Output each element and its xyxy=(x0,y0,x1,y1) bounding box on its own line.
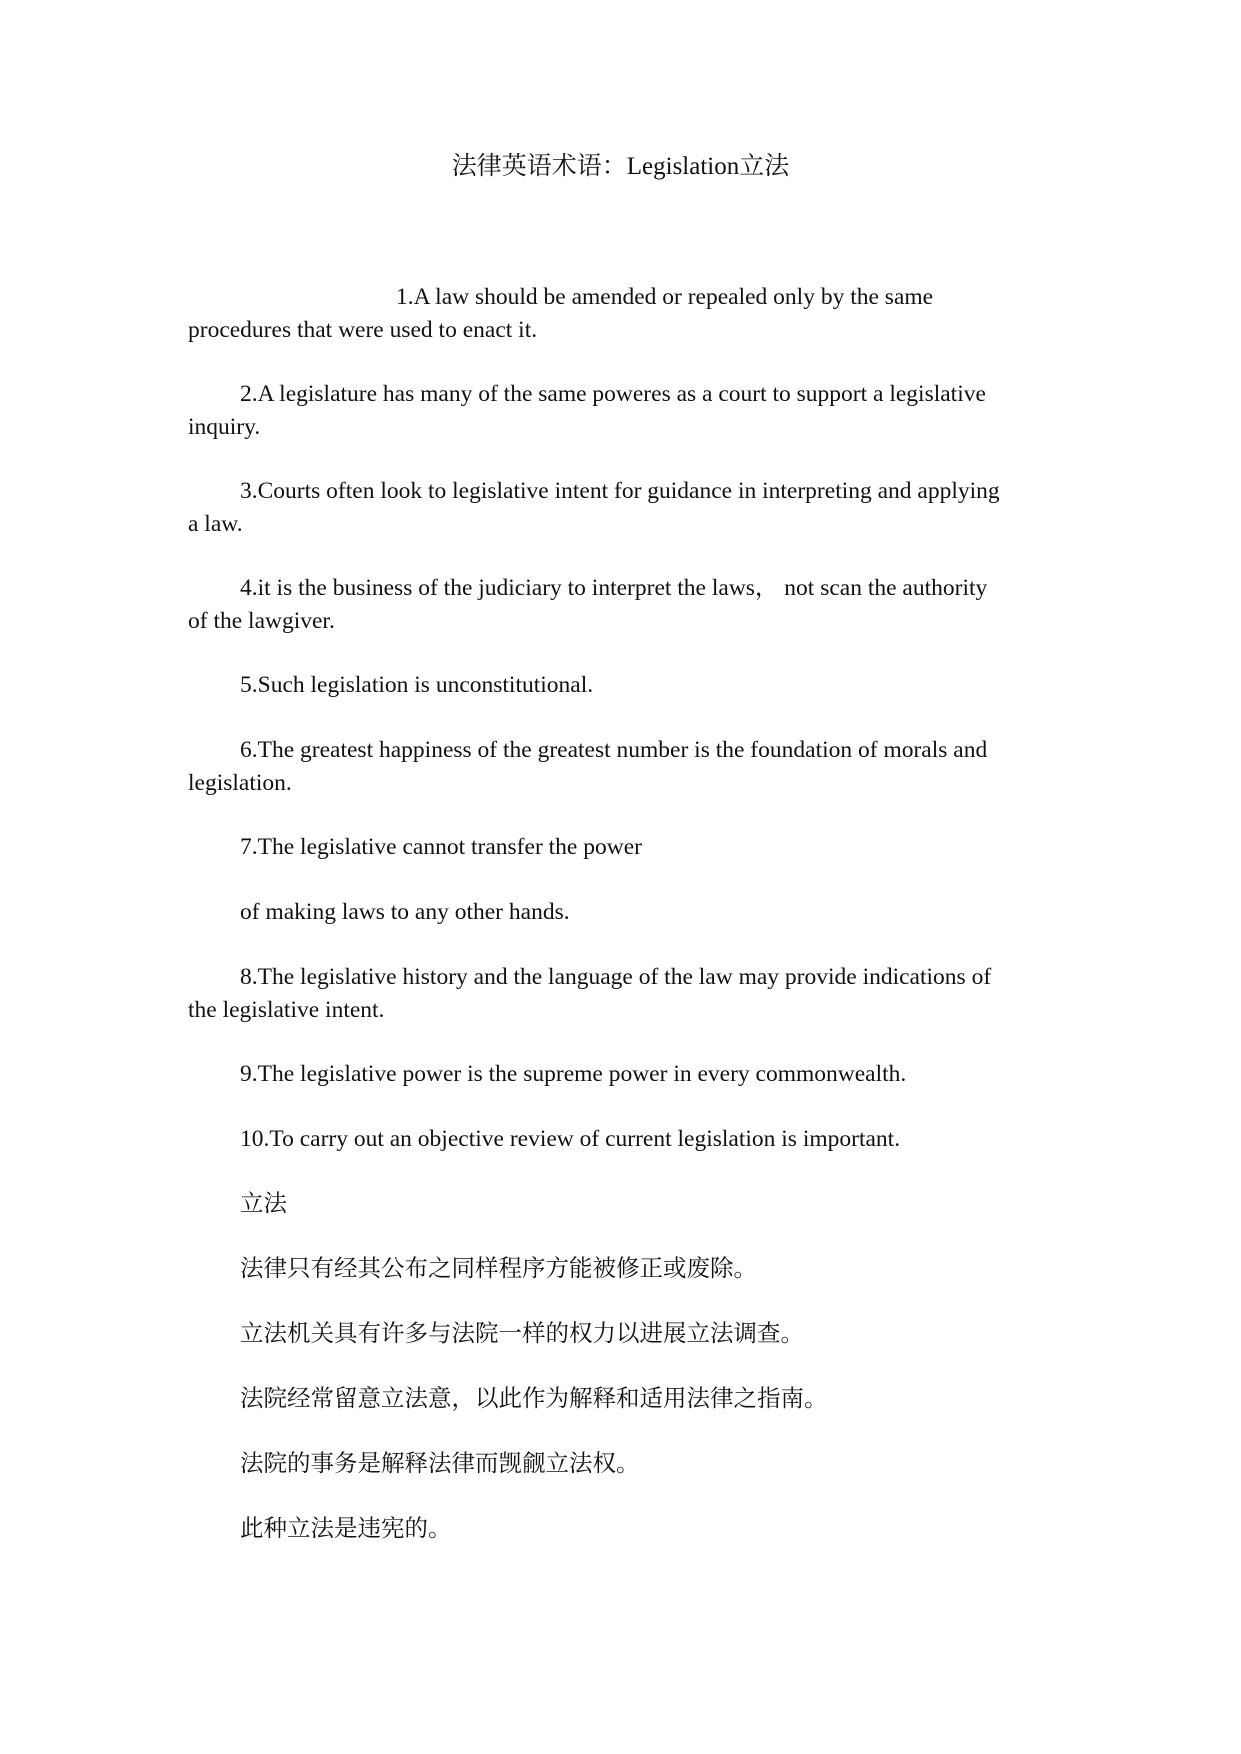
paragraph-line: 法律只有经其公布之同样程序方能被修正或废除。 xyxy=(240,1256,757,1282)
paragraph-line: 立法 xyxy=(240,1191,287,1217)
paragraph-5 xyxy=(188,669,1058,702)
paragraph-13 xyxy=(188,1253,1058,1286)
document-title: 法律英语术语：Legislation立法 xyxy=(451,153,790,180)
paragraph-1 xyxy=(188,281,1058,347)
paragraph-line: 法院的事务是解释法律而觊觎立法权。 xyxy=(240,1451,640,1477)
paragraph-line: 7.The legislative cannot transfer the power xyxy=(240,834,642,860)
paragraph-line: the legislative intent. xyxy=(188,997,385,1023)
paragraph-14 xyxy=(188,1318,1058,1351)
paragraph-line: of making laws to any other hands. xyxy=(240,899,570,925)
paragraph-10 xyxy=(188,1058,1058,1091)
paragraph-line: 此种立法是违宪的。 xyxy=(240,1516,452,1542)
paragraph-line: 5.Such legislation is unconstitutional. xyxy=(240,672,594,698)
paragraph-line: of the lawgiver. xyxy=(188,608,335,634)
paragraph-11 xyxy=(188,1123,1058,1156)
paragraph-15 xyxy=(188,1383,1058,1416)
paragraph-4 xyxy=(188,572,1058,638)
paragraph-line: a law. xyxy=(188,511,243,537)
paragraph-line: 1.A law should be amended or repealed only by the same xyxy=(396,284,934,310)
paragraph-3 xyxy=(188,475,1058,541)
paragraph-line: 8.The legislative history and the language of the law may provide indications of xyxy=(240,964,992,990)
paragraph-line: 立法机关具有许多与法院一样的权力以进展立法调查。 xyxy=(240,1321,804,1347)
paragraph-line: 2.A legislature has many of the same poweres as a court to support a legislative xyxy=(240,381,986,407)
paragraph-line: 6.The greatest happiness of the greatest number is the foundation of morals and xyxy=(240,737,988,763)
paragraph-line: procedures that were used to enact it. xyxy=(188,317,538,343)
paragraph-12 xyxy=(188,1188,1058,1221)
paragraph-7 xyxy=(188,831,1058,864)
paragraph-line: legislation. xyxy=(188,770,292,796)
paragraph-6 xyxy=(188,734,1058,800)
paragraph-line: 9.The legislative power is the supreme power in every commonwealth. xyxy=(240,1061,907,1087)
paragraph-line: 法院经常留意立法意，以此作为解释和适用法律之指南。 xyxy=(240,1386,828,1412)
paragraph-8 xyxy=(188,896,1058,929)
paragraph-17 xyxy=(188,1513,1058,1546)
paragraph-line: 10.To carry out an objective review of current legislation is important. xyxy=(240,1126,901,1152)
paragraph-2 xyxy=(188,378,1058,444)
paragraph-16 xyxy=(188,1448,1058,1481)
paragraph-9 xyxy=(188,961,1058,1027)
paragraph-line: 3.Courts often look to legislative intent for guidance in interpreting and applying xyxy=(240,478,1000,504)
paragraph-line: inquiry. xyxy=(188,414,261,440)
paragraph-line: 4.it is the business of the judiciary to interpret the laws， not scan the authority xyxy=(240,575,988,601)
